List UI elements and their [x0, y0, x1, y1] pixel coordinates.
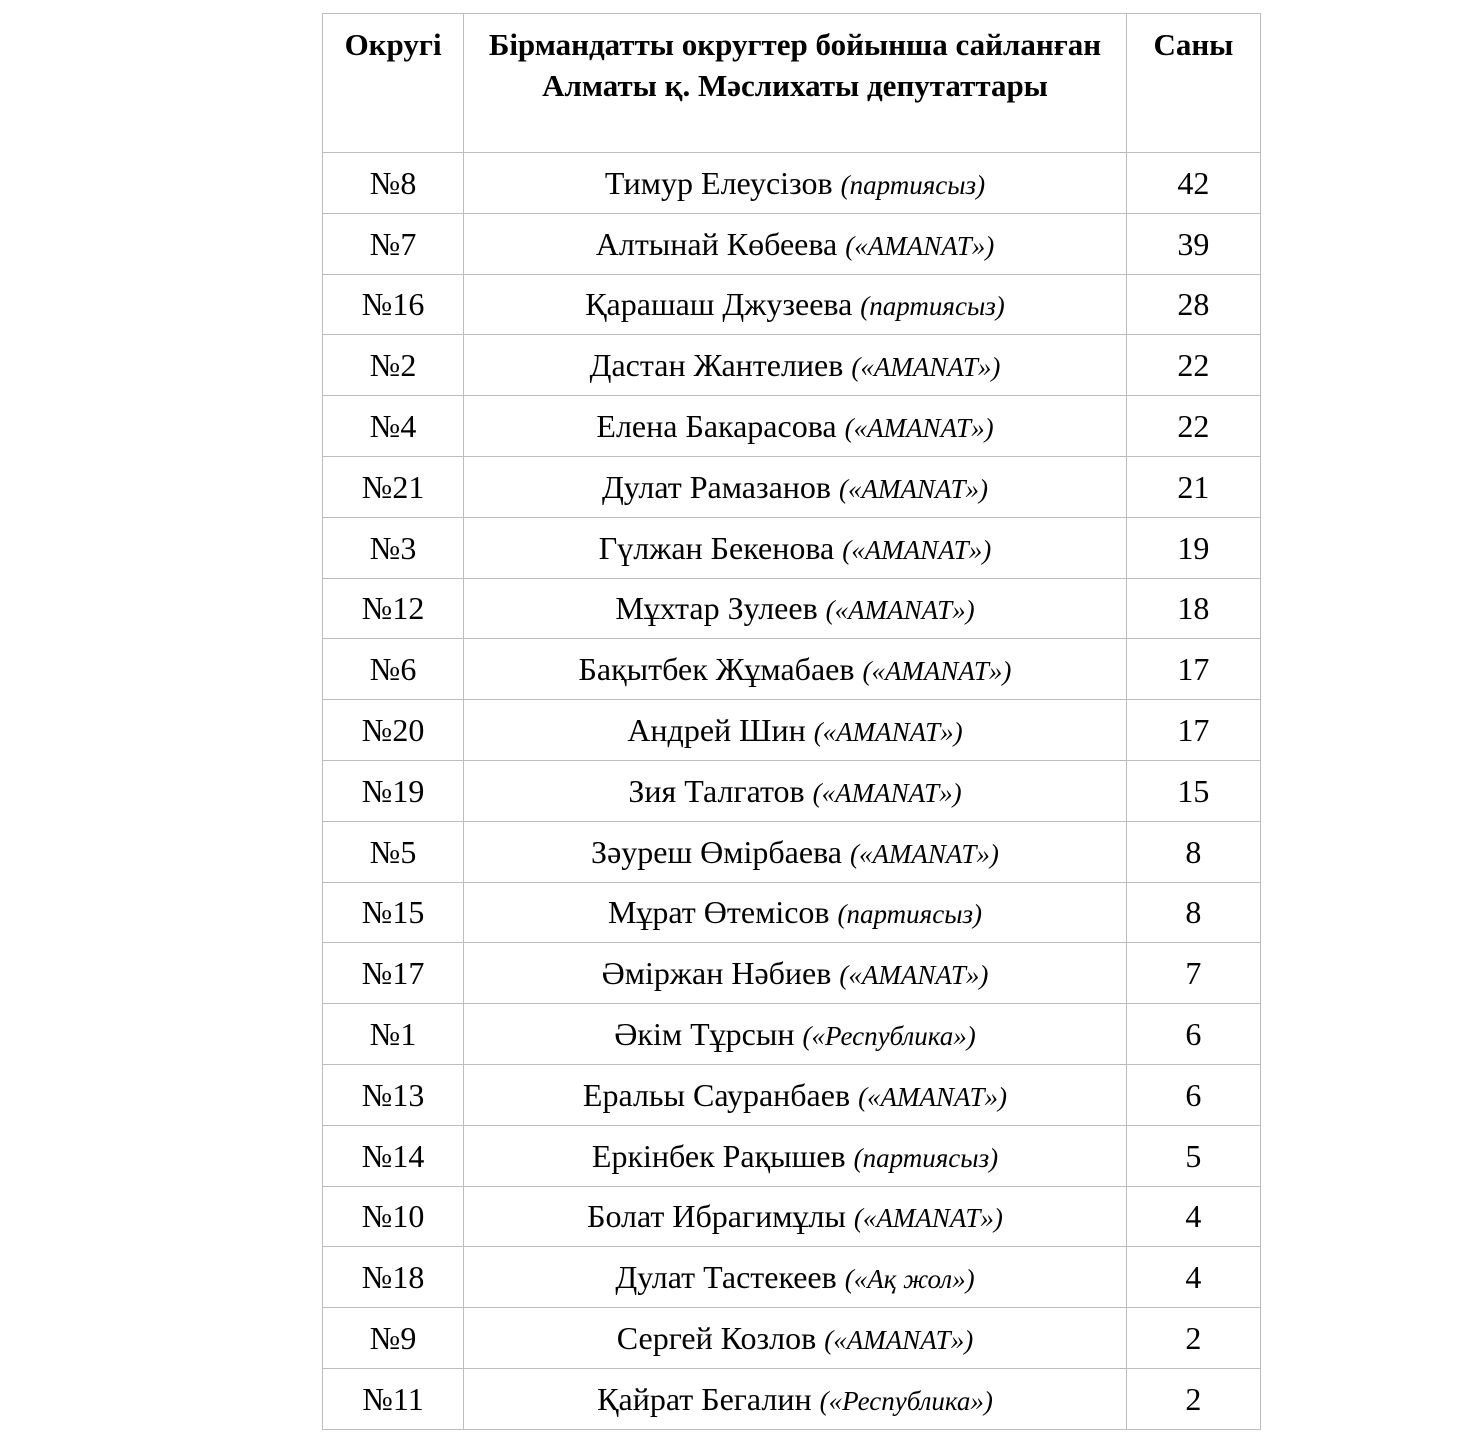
count-cell: 7: [1126, 943, 1260, 1004]
table-row: [323, 517, 1261, 578]
table-row: [323, 1064, 1261, 1125]
party-affiliation: («Республика»): [802, 1021, 976, 1052]
count-cell: 22: [1126, 335, 1260, 396]
district-cell: №4: [323, 396, 464, 457]
count-cell: 2: [1126, 1368, 1260, 1429]
deputy-cell: [464, 274, 1127, 335]
table-row: [323, 700, 1261, 761]
deputy-name: Зәуреш Өмірбаева: [591, 833, 842, 870]
district-cell: №12: [323, 578, 464, 639]
table-row: [323, 760, 1261, 821]
district-cell: №13: [323, 1064, 464, 1125]
deputy-column-header: Бірмандатты округтер бойынша сайланған Алматы қ. Мәслихаты депутаттары: [464, 14, 1127, 153]
count-cell: 4: [1126, 1186, 1260, 1247]
party-affiliation: («AMANAT»): [849, 838, 999, 869]
count-cell: 8: [1126, 882, 1260, 943]
party-affiliation: («AMANAT»): [825, 595, 975, 626]
deputy-name: Қарашаш Джузеева: [585, 286, 853, 323]
table-header: [323, 14, 1261, 153]
deputy-name: Елена Бакарасова: [596, 408, 837, 445]
deputy-name: Гүлжан Бекенова: [598, 529, 835, 566]
party-affiliation: («AMANAT»): [812, 777, 962, 808]
count-cell: 39: [1126, 213, 1260, 274]
table-row: [323, 335, 1261, 396]
party-affiliation: (партиясыз): [853, 1142, 999, 1173]
deputy-cell: [464, 1186, 1127, 1247]
deputies-results-table: [322, 13, 1261, 1430]
deputy-name: Еральы Сауранбаев: [582, 1076, 851, 1113]
district-cell: №3: [323, 517, 464, 578]
deputy-cell: [464, 700, 1127, 761]
district-cell: №15: [323, 882, 464, 943]
deputy-cell: [464, 1125, 1127, 1186]
count-cell: 8: [1126, 821, 1260, 882]
count-cell: 22: [1126, 396, 1260, 457]
table-row: [323, 578, 1261, 639]
table-body: [323, 153, 1261, 1430]
deputy-cell: [464, 153, 1127, 214]
deputy-name: Мұхтар Зулеев: [615, 590, 818, 627]
table-row: [323, 1125, 1261, 1186]
deputy-name: Алтынай Көбеева: [595, 225, 838, 262]
deputy-name: Зия Талгатов: [628, 772, 805, 809]
district-column-header: Округі: [323, 14, 464, 153]
deputy-name: Сергей Козлов: [616, 1320, 817, 1357]
district-cell: №20: [323, 700, 464, 761]
count-cell: 28: [1126, 274, 1260, 335]
table-row: [323, 153, 1261, 214]
party-affiliation: (партиясыз): [840, 169, 986, 200]
count-cell: 15: [1126, 760, 1260, 821]
count-cell: 18: [1126, 578, 1260, 639]
table-row: [323, 1308, 1261, 1369]
deputy-cell: [464, 456, 1127, 517]
deputy-name: Болат Ибрагимұлы: [587, 1198, 846, 1235]
party-affiliation: («AMANAT»): [845, 230, 995, 261]
table-row: [323, 882, 1261, 943]
district-cell: №16: [323, 274, 464, 335]
party-affiliation: («AMANAT»): [862, 656, 1012, 687]
count-cell: 17: [1126, 700, 1260, 761]
district-cell: №10: [323, 1186, 464, 1247]
deputy-name: Мұрат Өтемісов: [607, 894, 830, 931]
deputy-cell: [464, 396, 1127, 457]
district-cell: №19: [323, 760, 464, 821]
table-row: [323, 821, 1261, 882]
count-cell: 19: [1126, 517, 1260, 578]
party-affiliation: («AMANAT»): [824, 1325, 974, 1356]
district-cell: №14: [323, 1125, 464, 1186]
deputy-cell: [464, 1308, 1127, 1369]
deputy-cell: [464, 213, 1127, 274]
party-affiliation: (партиясыз): [837, 899, 983, 930]
count-cell: 5: [1126, 1125, 1260, 1186]
count-cell: 4: [1126, 1247, 1260, 1308]
count-cell: 17: [1126, 639, 1260, 700]
count-column-header: Саны: [1126, 14, 1260, 153]
district-cell: №1: [323, 1004, 464, 1065]
table-row: [323, 943, 1261, 1004]
table-row: [323, 1368, 1261, 1429]
district-cell: №5: [323, 821, 464, 882]
deputy-cell: [464, 1004, 1127, 1065]
deputy-cell: [464, 821, 1127, 882]
deputy-cell: [464, 517, 1127, 578]
party-affiliation: («Республика»): [819, 1385, 993, 1416]
table-row: [323, 396, 1261, 457]
deputy-cell: [464, 335, 1127, 396]
district-cell: №2: [323, 335, 464, 396]
district-cell: №6: [323, 639, 464, 700]
deputy-name: Қайрат Бегалин: [597, 1380, 812, 1417]
district-cell: №18: [323, 1247, 464, 1308]
district-cell: №21: [323, 456, 464, 517]
deputy-name: Әміржан Нәбиев: [601, 955, 832, 992]
deputy-cell: [464, 639, 1127, 700]
deputy-cell: [464, 1368, 1127, 1429]
deputy-name: Дулат Рамазанов: [601, 468, 832, 505]
deputy-name: Андрей Шин: [627, 712, 806, 749]
count-cell: 6: [1126, 1064, 1260, 1125]
count-cell: 6: [1126, 1004, 1260, 1065]
table-row: [323, 639, 1261, 700]
deputy-name: Дастан Жантелиев: [589, 347, 844, 384]
deputy-name: Әкім Тұрсын: [614, 1016, 795, 1053]
deputy-name: Еркінбек Рақышев: [591, 1137, 846, 1174]
deputy-cell: [464, 943, 1127, 1004]
deputy-name: Тимур Елеусізов: [604, 164, 833, 201]
district-cell: №11: [323, 1368, 464, 1429]
district-cell: №7: [323, 213, 464, 274]
district-cell: №8: [323, 153, 464, 214]
district-cell: №17: [323, 943, 464, 1004]
table-row: [323, 213, 1261, 274]
table-row: [323, 456, 1261, 517]
deputy-name: Бақытбек Жұмабаев: [578, 651, 855, 688]
party-affiliation: («AMANAT»): [839, 960, 989, 991]
count-cell: 42: [1126, 153, 1260, 214]
table-row: [323, 274, 1261, 335]
table-row: [323, 1004, 1261, 1065]
party-affiliation: («AMANAT»): [842, 534, 992, 565]
header-row: [323, 14, 1261, 153]
party-affiliation: («Ақ жол»): [844, 1264, 975, 1295]
party-affiliation: («AMANAT»): [851, 352, 1001, 383]
count-cell: 2: [1126, 1308, 1260, 1369]
deputy-cell: [464, 882, 1127, 943]
party-affiliation: (партиясыз): [860, 291, 1005, 322]
district-cell: №9: [323, 1308, 464, 1369]
count-cell: 21: [1126, 456, 1260, 517]
deputy-cell: [464, 578, 1127, 639]
party-affiliation: («AMANAT»): [813, 717, 963, 748]
deputy-cell: [464, 1064, 1127, 1125]
deputy-name: Дулат Тастекеев: [615, 1259, 837, 1296]
party-affiliation: («AMANAT»): [844, 413, 994, 444]
deputy-cell: [464, 760, 1127, 821]
party-affiliation: («AMANAT»): [839, 473, 989, 504]
table-row: [323, 1186, 1261, 1247]
party-affiliation: («AMANAT»): [853, 1203, 1003, 1234]
table-row: [323, 1247, 1261, 1308]
party-affiliation: («AMANAT»): [858, 1081, 1008, 1112]
deputy-cell: [464, 1247, 1127, 1308]
